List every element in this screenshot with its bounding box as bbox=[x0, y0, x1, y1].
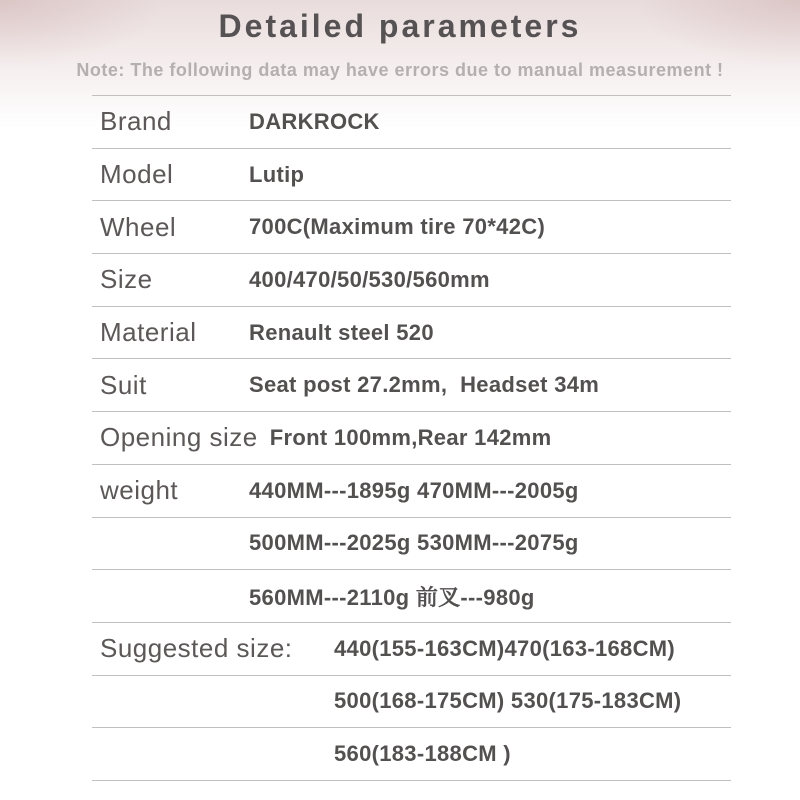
row-label: Opening size bbox=[100, 422, 258, 453]
table-row-suggested-size-3 bbox=[92, 727, 731, 780]
row-value: 440MM---1895g 470MM---2005g bbox=[249, 477, 579, 503]
row-value: 500(168-175CM) 530(175-183CM) bbox=[334, 688, 682, 714]
row-value: Lutip bbox=[249, 161, 305, 187]
row-label: Model bbox=[100, 159, 174, 190]
table-row-weight-3 bbox=[92, 569, 731, 622]
row-label: Wheel bbox=[100, 211, 177, 242]
table-row-suggested-size-2 bbox=[92, 675, 731, 728]
table-row-size bbox=[92, 253, 731, 306]
row-label: Material bbox=[100, 317, 197, 348]
row-value: 560MM---2110g 前叉---980g bbox=[249, 584, 535, 610]
row-value: Renault steel 520 bbox=[249, 319, 434, 345]
table-row-suit bbox=[92, 358, 731, 411]
measurement-note: Note: The following data may have errors due to manual measurement ! bbox=[76, 60, 724, 80]
row-value: 400/470/50/530/560mm bbox=[249, 266, 490, 292]
row-value: Front 100mm,Rear 142mm bbox=[269, 424, 552, 450]
table-row-suggested-size-1 bbox=[92, 622, 731, 675]
page-title: Detailed parameters bbox=[218, 8, 582, 44]
table-row-brand bbox=[92, 95, 731, 148]
table-row-opening-size bbox=[92, 411, 731, 464]
table-row-weight-2 bbox=[92, 517, 731, 570]
row-value: 700C(Maximum tire 70*42C) bbox=[249, 214, 546, 240]
table-row-weight-1 bbox=[92, 464, 731, 517]
row-value: 500MM---2025g 530MM---2075g bbox=[249, 530, 579, 556]
row-value: 560(183-188CM ) bbox=[334, 741, 511, 767]
table-row-model bbox=[92, 148, 731, 201]
row-label: Size bbox=[100, 264, 153, 295]
row-label: weight bbox=[100, 475, 179, 506]
row-value: 440(155-163CM)470(163-168CM) bbox=[334, 635, 676, 661]
row-label: Brand bbox=[100, 106, 172, 137]
row-label: Suit bbox=[100, 369, 147, 400]
spec-table bbox=[92, 95, 731, 781]
row-label: Suggested size: bbox=[100, 633, 293, 664]
table-row-wheel bbox=[92, 200, 731, 253]
row-value: DARKROCK bbox=[249, 108, 380, 134]
row-value: Seat post 27.2mm, Headset 34m bbox=[249, 372, 600, 398]
table-row-material bbox=[92, 306, 731, 359]
